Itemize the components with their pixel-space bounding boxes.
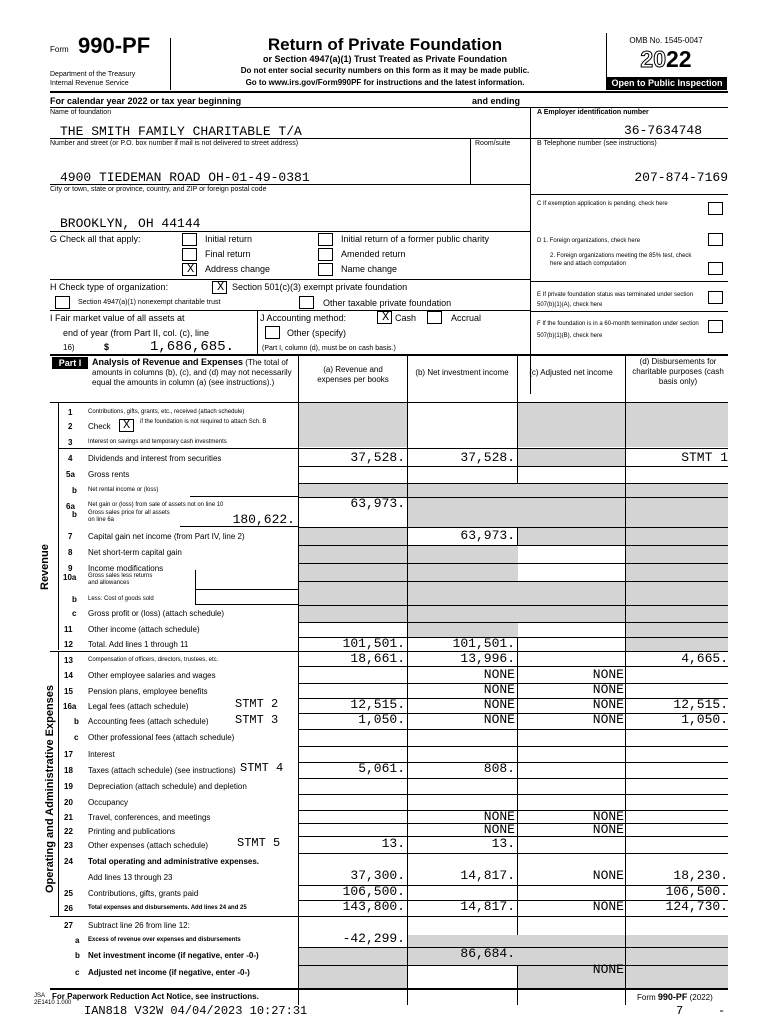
other-method-checkbox[interactable] xyxy=(265,326,280,339)
line24-col-b[interactable]: 14,817. xyxy=(460,868,515,883)
line-label: Adjusted net income (if negative, enter -0-) xyxy=(88,968,250,977)
line7-col-b[interactable]: 63,973. xyxy=(460,528,515,543)
line-number: b xyxy=(72,510,77,519)
line-label: Accounting fees (attach schedule) xyxy=(88,717,209,726)
city-value[interactable]: BROOKLYN, OH 44144 xyxy=(60,216,201,231)
part1-title-block xyxy=(92,357,298,388)
stmt-3: STMT 3 xyxy=(235,713,279,727)
address-change-label: Address change xyxy=(205,264,271,274)
line-number: 20 xyxy=(64,798,73,807)
line16a-col-d[interactable]: 12,515. xyxy=(673,697,728,712)
form-subtitle: or Section 4947(a)(1) Trust Treated as Private Foundation xyxy=(262,54,508,64)
line26-col-d[interactable]: 124,730. xyxy=(665,899,728,914)
col-b-header: (b) Net investment income xyxy=(415,368,509,377)
section-501c3-label: Section 501(c)(3) exempt private foundation xyxy=(232,282,408,292)
line-number: b xyxy=(74,717,79,726)
line-label: Other employee salaries and wages xyxy=(88,671,216,680)
line-number: 4 xyxy=(68,454,73,463)
line-label: Gross rents xyxy=(88,470,130,479)
line16a-col-b[interactable]: NONE xyxy=(483,697,515,712)
line-label: Travel, conferences, and meetings xyxy=(88,813,211,822)
line-label: Legal fees (attach schedule) xyxy=(88,702,189,711)
i-line3: 16) xyxy=(63,343,75,352)
line-number: 15 xyxy=(64,687,73,696)
notice-ssn: Do not enter social security numbers on this form as it may be made public. xyxy=(240,66,530,75)
line-number: b xyxy=(72,595,77,604)
page-number: 7 xyxy=(676,1004,684,1018)
cash-mark: X xyxy=(382,310,390,324)
line-label: Occupancy xyxy=(88,798,129,807)
j-note: (Part I, column (d), must be on cash basis.) xyxy=(262,345,396,352)
line24-col-d[interactable]: 18,230. xyxy=(673,868,728,883)
line-number: 3 xyxy=(68,438,73,447)
final-return-label: Final return xyxy=(205,249,251,259)
line16b-col-a[interactable]: 1,050. xyxy=(358,712,405,727)
line-label: Check xyxy=(88,422,111,431)
line-label: Total expenses and disbursements. Add lines 24 and 25 xyxy=(88,905,247,911)
line25-col-d[interactable]: 106,500. xyxy=(665,884,728,899)
line-label: Net investment income (if negative, enter -0-) xyxy=(88,951,259,960)
line12-col-b[interactable]: 101,501. xyxy=(452,636,515,651)
line-number: b xyxy=(75,951,80,960)
initial-former-label: Initial return of a former public charity xyxy=(341,234,490,244)
name-label: Name of foundation xyxy=(50,109,112,116)
d1-text: D 1. Foreign organizations, check here xyxy=(537,238,641,244)
line-label: Contributions, gifts, grants, etc., received (attach schedule) xyxy=(88,409,245,415)
line-number: 17 xyxy=(64,750,73,759)
line-label: Compensation of officers, directors, trustees, etc. xyxy=(88,657,219,663)
room-label: Room/suite xyxy=(475,140,511,147)
line27a-col-a[interactable]: -42,299. xyxy=(342,931,405,946)
line-number: c xyxy=(72,609,77,618)
amended-return-label: Amended return xyxy=(341,249,406,259)
line21-col-b[interactable]: NONE xyxy=(483,809,515,824)
line-label: if the foundation is not required to attach Sch. B xyxy=(140,419,267,425)
line13-col-d[interactable]: 4,665. xyxy=(681,651,728,666)
line4-col-b[interactable]: 37,528. xyxy=(460,450,515,465)
line-label: Capital gain net income (from Part IV, line 2) xyxy=(88,532,245,541)
line-number: 12 xyxy=(64,640,73,649)
line26-col-b[interactable]: 14,817. xyxy=(460,899,515,914)
line-label: Net short-term capital gain xyxy=(88,548,182,557)
line-number: 9 xyxy=(68,564,73,573)
form-reference: Form 990-PF (2022) xyxy=(637,992,713,1002)
foreign-org-checkbox[interactable] xyxy=(708,233,723,246)
line-number: c xyxy=(75,968,80,977)
fair-market-value[interactable]: 1,686,685. xyxy=(150,339,235,355)
line-number: 19 xyxy=(64,782,73,791)
phone-label: B Telephone number (see instructions) xyxy=(537,140,657,147)
line-number: 8 xyxy=(68,548,73,557)
line6b-inline[interactable]: 180,622. xyxy=(232,512,295,527)
line-number: 26 xyxy=(64,904,73,913)
line24-col-c[interactable]: NONE xyxy=(592,868,624,883)
section-4947-checkbox[interactable] xyxy=(55,296,70,309)
line-number: 7 xyxy=(68,532,73,541)
line-label: Other expenses (attach schedule) xyxy=(88,841,209,850)
part1-title: Analysis of Revenue and Expenses xyxy=(92,357,244,367)
address-change-mark: X xyxy=(187,262,195,276)
line14-col-b[interactable]: NONE xyxy=(483,667,515,682)
line22-col-b[interactable]: NONE xyxy=(483,822,515,837)
open-public-inspection: Open to Public Inspection xyxy=(607,77,727,90)
schedule-b-mark: X xyxy=(123,418,131,432)
line16a-col-a[interactable]: 12,515. xyxy=(350,697,405,712)
line-number: 23 xyxy=(64,841,73,850)
line16b-col-c[interactable]: NONE xyxy=(592,712,624,727)
line-label: Taxes (attach schedule) (see instructions) xyxy=(88,766,236,775)
j-label: J Accounting method: xyxy=(260,313,347,323)
line-number: a xyxy=(75,936,80,945)
line24-col-a[interactable]: 37,300. xyxy=(350,868,405,883)
line-number: 16a xyxy=(63,702,77,711)
line6a-col-a[interactable]: 63,973. xyxy=(350,496,405,511)
line23-col-b[interactable]: 13. xyxy=(491,836,515,851)
part1-note: (The total of amounts in columns (b), (c), and (d) may not necessarily equal the amounts in column (a) (see instructions).) xyxy=(92,358,292,387)
line22-col-c[interactable]: NONE xyxy=(592,822,624,837)
exemption-pending-text: C If exemption application is pending, check here xyxy=(537,201,668,207)
i-line2: end of year (from Part II, col. (c), line xyxy=(63,328,210,338)
e-checkbox[interactable] xyxy=(708,291,723,304)
f-checkbox[interactable] xyxy=(708,320,723,333)
line-number: c xyxy=(74,733,79,742)
line-number: b xyxy=(72,486,77,495)
amended-return-checkbox[interactable] xyxy=(318,248,333,261)
section-501c3-mark: X xyxy=(217,280,225,294)
line-number: 18 xyxy=(64,766,73,775)
omb-number: OMB No. 1545-0047 xyxy=(629,36,703,45)
line27b-col-b[interactable]: 86,684. xyxy=(460,946,515,961)
street-address[interactable]: 4900 TIEDEMAN ROAD OH-01-49-0381 xyxy=(60,170,310,185)
line-label: Income modifications xyxy=(88,564,164,573)
stmt-2: STMT 2 xyxy=(235,697,279,711)
line-label: Other income (attach schedule) xyxy=(88,625,200,634)
calendar-year-line: For calendar year 2022 or tax year beginning xyxy=(50,96,242,106)
other-taxable-label: Other taxable private foundation xyxy=(323,298,452,308)
shade xyxy=(299,403,407,447)
stmt-4: STMT 4 xyxy=(240,761,284,775)
line-label: Other professional fees (attach schedule) xyxy=(88,733,235,742)
stmt-5: STMT 5 xyxy=(237,836,281,850)
line4-col-a[interactable]: 37,528. xyxy=(350,450,405,465)
and-ending: and ending xyxy=(472,96,520,106)
part1-tag: Part I xyxy=(52,357,88,369)
line-label: Gross profit or (loss) (attach schedule) xyxy=(88,609,225,618)
accrual-checkbox[interactable] xyxy=(427,311,442,324)
form-number: 990-PF xyxy=(78,33,151,58)
i-line1: I Fair market value of all assets at xyxy=(50,313,185,323)
expenses-side-label: Operating and Administrative Expenses xyxy=(44,684,56,893)
line13-col-a[interactable]: 18,661. xyxy=(350,651,405,666)
name-change-label: Name change xyxy=(341,264,398,274)
line-label: Dividends and interest from securities xyxy=(88,454,222,463)
line26-col-c[interactable]: NONE xyxy=(592,899,624,914)
line-label: Interest xyxy=(88,750,115,759)
g-label: G Check all that apply: xyxy=(50,234,141,244)
foundation-name[interactable]: THE SMITH FAMILY CHARITABLE T/A xyxy=(60,124,302,139)
tax-year: 2022 xyxy=(640,46,692,72)
line-label: Net rental income or (loss) xyxy=(88,487,159,493)
initial-former-checkbox[interactable] xyxy=(318,233,333,246)
other-method-label: Other (specify) xyxy=(287,328,347,338)
form-word: Form xyxy=(50,45,69,54)
name-change-checkbox[interactable] xyxy=(318,263,333,276)
line-label: Interest on savings and temporary cash investments xyxy=(88,439,227,445)
final-return-checkbox[interactable] xyxy=(182,248,197,261)
line-label: Net gain or (loss) from sale of assets not on line 10 xyxy=(88,502,224,508)
line-number: 11 xyxy=(64,625,73,634)
line-label: Less: Cost of goods sold xyxy=(88,596,154,602)
accrual-label: Accrual xyxy=(451,313,482,323)
i-dollar: $ xyxy=(104,342,110,352)
section-4947-label: Section 4947(a)(1) nonexempt charitable trust xyxy=(78,299,221,306)
f-text: F If the foundation is in a 60-month termination under section 507(b)(1)(B), check here xyxy=(537,321,699,339)
jsa-code: 2E1410 1.000 xyxy=(34,1000,72,1006)
line-number: 2 xyxy=(68,422,73,431)
line-label: Contributions, gifts, grants paid xyxy=(88,889,199,898)
line-number: 21 xyxy=(64,813,73,822)
revenue-side-label: Revenue xyxy=(39,544,51,590)
h-label: H Check type of organization: xyxy=(50,282,169,292)
col-d-header: (d) Disbursements for charitable purposes (cash basis only) xyxy=(632,357,724,386)
line-label: Subtract line 26 from line 12: xyxy=(88,921,190,930)
line23-col-a[interactable]: 13. xyxy=(381,836,405,851)
line16b-col-d[interactable]: 1,050. xyxy=(681,712,728,727)
print-stamp: IAN818 V32W 04/04/2023 10:27:31 xyxy=(84,1004,308,1018)
line-number: 25 xyxy=(64,889,73,898)
ein-value[interactable]: 36-7634748 xyxy=(623,123,702,138)
jsa-label: JSA xyxy=(34,993,46,999)
form-title: Return of Private Foundation xyxy=(267,35,503,54)
city-label: City or town, state or province, country, and ZIP or foreign postal code xyxy=(50,186,267,193)
line-number: 13 xyxy=(64,656,73,665)
line18-col-b[interactable]: 808. xyxy=(483,761,515,776)
line-label: Gross sales less returns and allowances xyxy=(88,573,153,586)
page-dash: - xyxy=(718,1004,726,1018)
line-number: 14 xyxy=(64,671,73,680)
line25-col-a[interactable]: 106,500. xyxy=(342,884,405,899)
dept-line1: Department of the Treasury xyxy=(50,71,136,78)
street-label: Number and street (or P.O. box number if mail is not delivered to street address) xyxy=(50,140,299,147)
dept-line2: Internal Revenue Service xyxy=(50,80,129,87)
paperwork-notice: For Paperwork Reduction Act Notice, see instructions. xyxy=(52,992,259,1001)
initial-return-label: Initial return xyxy=(205,234,253,244)
line-number: 6a xyxy=(66,502,75,511)
line-number: 22 xyxy=(64,827,73,836)
line14-col-c[interactable]: NONE xyxy=(592,667,624,682)
line15-col-c[interactable]: NONE xyxy=(592,682,624,697)
line26-col-a[interactable]: 143,800. xyxy=(342,899,405,914)
initial-return-checkbox[interactable] xyxy=(182,233,197,246)
foreign-85-checkbox[interactable] xyxy=(708,262,723,275)
line-label: Add lines 13 through 23 xyxy=(88,873,173,882)
line18-col-a[interactable]: 5,061. xyxy=(358,761,405,776)
e-text: E If private foundation status was terminated under section 507(b)(1)(A), check here xyxy=(537,292,694,308)
line-label: Excess of revenue over expenses and disbursements xyxy=(88,937,241,943)
col-a-header: (a) Revenue and expenses per books xyxy=(317,365,389,384)
line-number: 24 xyxy=(64,857,73,866)
col-c-header: (c) Adjusted net income xyxy=(529,368,613,377)
line12-col-a[interactable]: 101,501. xyxy=(342,636,405,651)
line-label: Depreciation (attach schedule) and depletion xyxy=(88,782,247,791)
line21-col-c[interactable]: NONE xyxy=(592,809,624,824)
line4-col-d[interactable]: STMT 1 xyxy=(681,450,728,465)
line16b-col-b[interactable]: NONE xyxy=(483,712,515,727)
other-taxable-checkbox[interactable] xyxy=(299,296,314,309)
line13-col-b[interactable]: 13,996. xyxy=(460,651,515,666)
ein-label: A Employer identification number xyxy=(537,109,649,116)
line-number: 5a xyxy=(66,470,75,479)
d2-text: 2. Foreign organizations meeting the 85% test, check here and attach computation xyxy=(550,253,692,267)
line-label: Printing and publications xyxy=(88,827,176,836)
line16a-col-c[interactable]: NONE xyxy=(592,697,624,712)
cash-label: Cash xyxy=(395,313,417,323)
line-number: 27 xyxy=(64,921,73,930)
line-number: 1 xyxy=(68,408,73,417)
line-label: Total. Add lines 1 through 11 xyxy=(88,640,189,649)
line-number: 10a xyxy=(63,573,77,582)
line15-col-b[interactable]: NONE xyxy=(483,682,515,697)
notice-website: Go to www.irs.gov/Form990PF for instructions and the latest information. xyxy=(245,78,525,87)
line-label: Gross sales price for all assets on line 6a xyxy=(88,510,170,523)
phone-value[interactable]: 207-874-7169 xyxy=(634,170,728,185)
line27c-col-c[interactable]: NONE xyxy=(592,962,624,977)
line-label: Pension plans, employee benefits xyxy=(88,687,208,696)
line-label: Total operating and administrative expenses. xyxy=(88,857,260,866)
exemption-pending-checkbox[interactable] xyxy=(708,202,723,215)
